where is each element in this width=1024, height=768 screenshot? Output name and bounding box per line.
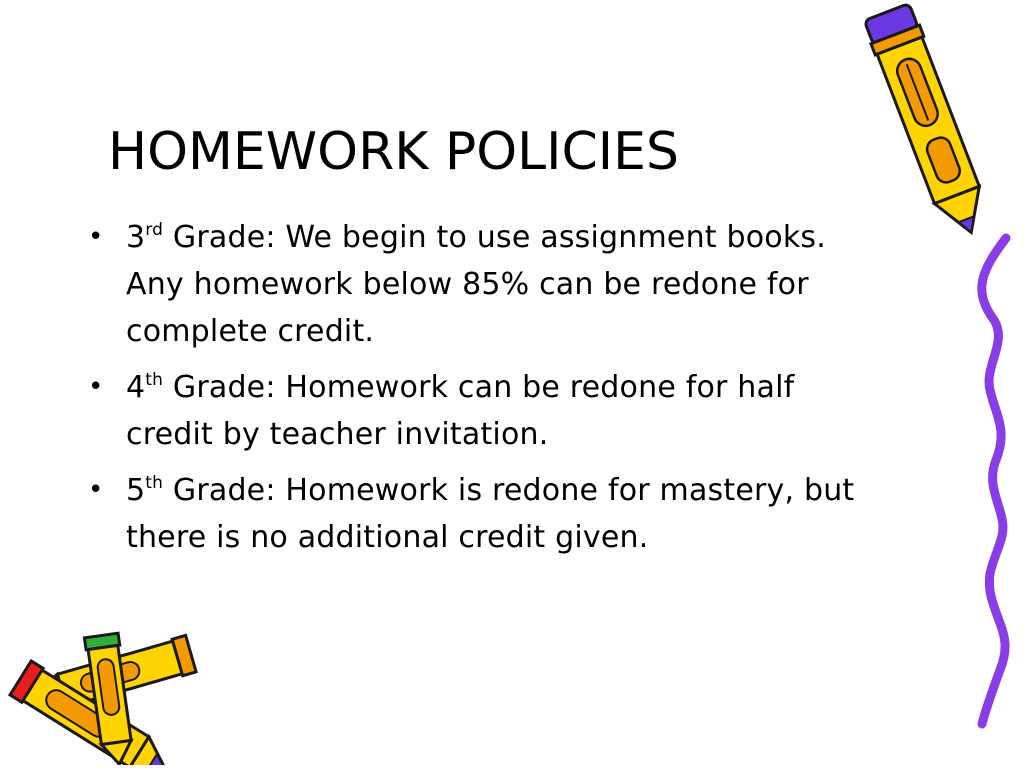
bullet-item-4th-grade [86,364,886,458]
ordinal-suffix: th [145,473,164,493]
squiggle-line [962,230,1024,730]
bullet-item-3rd-grade [86,214,886,355]
grade-number: 4 [126,370,146,405]
bullet-text: Grade: We begin to use assignment books. Any homework below 85% can be redone for complete credit. [126,220,826,349]
bullet-marker: • [88,475,104,505]
pencil-icon [850,0,1010,250]
bullet-item-5th-grade [86,467,886,561]
bullet-text: Grade: Homework can be redone for half credit by teacher invitation. [126,370,795,452]
bullet-list [86,214,886,570]
grade-number: 3 [126,220,146,255]
bullet-marker: • [88,372,104,402]
ordinal-suffix: rd [145,220,164,240]
crossed-pencils-icon [0,615,210,765]
slide-title: HOMEWORK POLICIES [108,122,679,182]
grade-number: 5 [126,473,146,508]
ordinal-suffix: th [145,370,164,390]
bullet-text: Grade: Homework is redone for mastery, but there is no additional credit given. [126,473,855,555]
bullet-marker: • [88,222,104,252]
